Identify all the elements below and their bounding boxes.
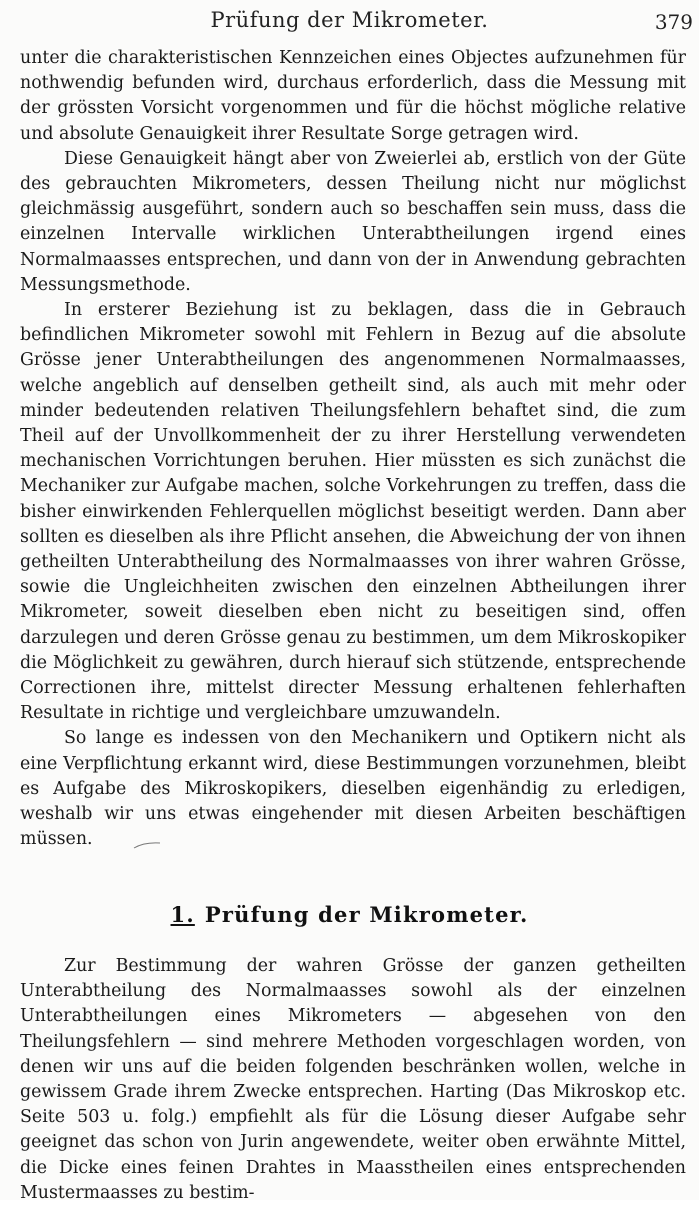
page-number: 379 — [654, 10, 693, 34]
body-text-lower — [20, 954, 686, 1206]
paragraph-continued: unter die charakteristischen Kennzeichen eines Objectes aufzunehmen für nothwendig befunden wird, durchaus erforderlich, dass die Messung mit der grössten Vorsicht vorgenommen und für die höchst mögliche relative und absolute Genauigkeit ihrer Resultate Sorge getragen wird. — [20, 48, 686, 144]
running-head — [0, 4, 699, 38]
section-title: Prüfung der Mikrometer. — [204, 902, 529, 927]
paragraph-mechanics: In ersterer Beziehung ist zu beklagen, dass die in Gebrauch befindlichen Mikrometer sowohl mit Fehlern in Bezug auf die absolute Grösse jener Unterabtheilungen des angenommenen Normalmaasses, welche angeblich auf denselben getheilt sind, als auch mit mehr oder minder bedeutenden relativen Theilungsfehlern behaftet sind, die zum Theil auf der Unvollkommenheit der zu ihrer Herstellung verwendeten mechanischen Vorrichtungen beruhen. Hier müssten es sich zunächst die Mechaniker zur Aufgabe machen, solche Vorkehrungen zu treffen, dass die bisher einwirkenden Fehlerquellen möglichst beseitigt werden. Dann aber sollten es dieselben als ihre Pflicht ansehen, die Abweichung der von ihnen getheilten Unterabtheilung des Normalmaasses von ihrer wahren Grösse, sowie die Ungleichheiten zwischen den einzelnen Abtheilungen ihrer Mikrometer, soweit dieselben eben nicht zu beseitigen sind, offen darzulegen und deren Grösse genau zu bestimmen, um dem Mikroskopiker die Möglichkeit zu gewähren, durch hierauf sich stützende, entsprechende Correctionen ihre, mittelst directer Messung erhaltenen fehlerhaften Resultate in richtige und vergleichbare umzuwandeln. — [20, 300, 687, 724]
running-title: Prüfung der Mikrometer. — [210, 8, 489, 32]
body-text-upper — [20, 46, 686, 853]
paragraph-microscopist: So lange es indessen von den Mechanikern und Optikern nicht als eine Verpflichtung erkannt wird, diese Bestimmungen vorzunehmen, bleibt es Aufgabe des Mikroskopikers, dieselben eigenhändig zu erledigen, weshalb wir uns etwas eingehender mit diesen Arbeiten beschäftigen müssen. — [20, 728, 686, 850]
section-heading — [0, 902, 699, 927]
section-number: 1. — [170, 902, 195, 927]
pen-mark-icon — [132, 840, 162, 850]
paragraph-methods: Zur Bestimmung der wahren Grösse der ganzen getheilten Unterabtheilung des Normalmaasses sowohl als der einzelnen Unterabtheilungen eines Mikrometers — abgesehen von den Theilungsfehlern — sind mehrere Methoden vorgeschlagen worden, von denen wir uns auf die beiden folgenden beschränken wollen, welche in gewissem Grade ihrem Zwecke entsprechen. Harting (Das Mikroskop etc. Seite 503 u. folg.) empfiehlt als für die Lösung dieser Aufgabe sehr geeignet das schon von Jurin angewendete, weiter oben erwähnte Mittel, die Dicke eines feinen Drahtes in Maasstheilen eines entsprechenden Mustermaasses zu bestim- — [20, 956, 686, 1203]
paragraph-accuracy: Diese Genauigkeit hängt aber von Zweierlei ab, erstlich von der Güte des gebrauchten Mikrometers, dessen Theilung nicht nur möglichst gleichmässig ausgeführt, sondern auch so beschaffen sein muss, dass die einzelnen Intervalle wirklichen Unterabtheilungen irgend eines Normalmaasses entsprechen, und dann von der in Anwendung gebrachten Messungsmethode. — [20, 148, 686, 295]
